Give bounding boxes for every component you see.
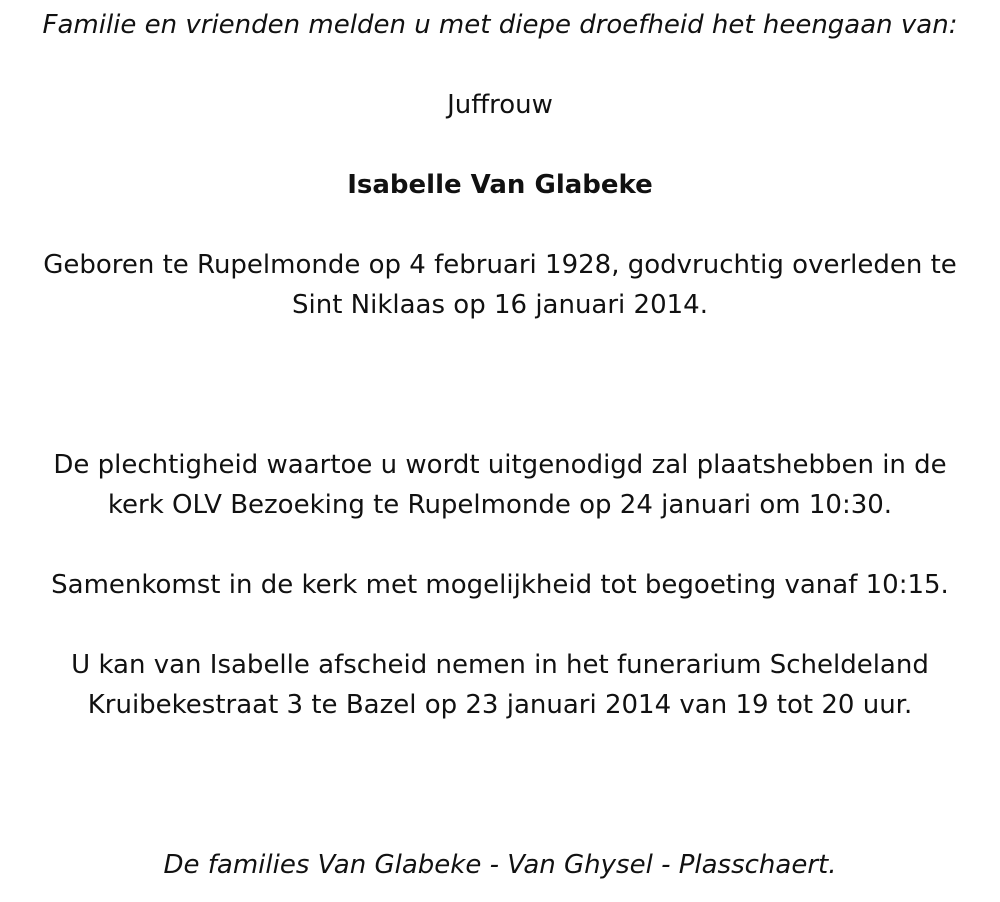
deceased-name: Isabelle Van Glabeke	[347, 170, 653, 200]
birth-death-line-2: Sint Niklaas op 16 januari 2014.	[292, 290, 708, 320]
intro-text: Familie en vrienden melden u met diepe droefheid het heengaan van:	[42, 10, 958, 40]
farewell-line-2: Kruibekestraat 3 te Bazel op 23 januari 2014 van 19 tot 20 uur.	[87, 690, 913, 720]
farewell-line-1: U kan van Isabelle afscheid nemen in het funerarium Scheldeland	[71, 650, 929, 680]
signature-text: De families Van Glabeke - Van Ghysel - Plasschaert.	[163, 850, 837, 880]
title-text: Juffrouw	[447, 90, 553, 120]
birth-death-line-1: Geboren te Rupelmonde op 4 februari 1928, godvruchtig overleden te	[43, 250, 957, 280]
ceremony-line-2: kerk OLV Bezoeking te Rupelmonde op 24 januari om 10:30.	[107, 490, 893, 520]
ceremony-line-1: De plechtigheid waartoe u wordt uitgenodigd zal plaatshebben in de	[53, 450, 947, 480]
gathering-text: Samenkomst in de kerk met mogelijkheid tot begoeting vanaf 10:15.	[51, 570, 949, 600]
